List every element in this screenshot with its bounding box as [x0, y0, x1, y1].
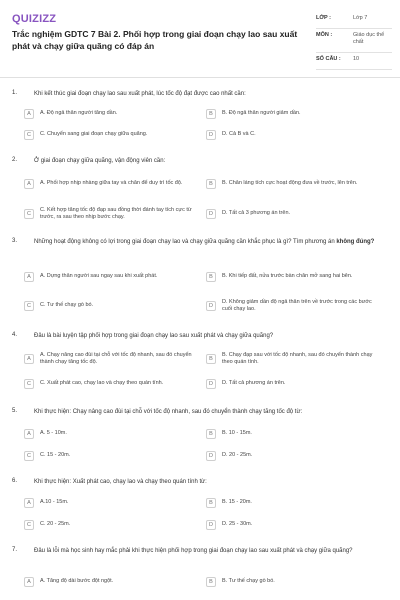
option-text: A.10 - 15m.	[40, 499, 69, 506]
meta-key: SỐ CÂU :	[316, 56, 341, 62]
option-text: B. 10 - 15m.	[222, 430, 252, 437]
option-b[interactable]	[206, 349, 378, 369]
meta-row-count	[316, 53, 392, 70]
option-d[interactable]	[206, 204, 378, 224]
option-letter-box: C	[24, 379, 34, 389]
option-letter-box: D	[206, 301, 216, 311]
option-letter-box: C	[24, 209, 34, 219]
option-d[interactable]	[206, 128, 378, 142]
option-b[interactable]	[206, 427, 378, 441]
option-letter-box: B	[206, 498, 216, 508]
meta-table	[316, 12, 392, 70]
option-text: C. Xuất phát cao, chạy lao và chạy theo quán tính.	[40, 380, 164, 387]
option-c[interactable]	[24, 128, 194, 142]
question-text: Khi thực hiện: Chạy nâng cao đùi tại chỗ với tốc độ nhanh, sau đó chuyển thành chạy tăng tốc độ từ:	[34, 409, 303, 415]
option-text: B. Khi tiếp đất, nửa trước bàn chân mở sang hai bên.	[222, 273, 353, 280]
question-number: 6.	[12, 478, 18, 484]
option-text: A. Tăng độ dài bước đột ngột.	[40, 578, 114, 585]
meta-row-subject	[316, 29, 392, 53]
option-letter-box: A	[24, 354, 34, 364]
option-b[interactable]	[206, 174, 378, 194]
option-text: C. Tư thế chạy gò bó.	[40, 302, 94, 309]
question-text	[34, 238, 384, 247]
option-text: D. Không giảm dần độ ngả thân trên về trước trong các bước cuối chạy lao.	[222, 298, 372, 312]
option-a[interactable]	[24, 107, 194, 121]
option-d[interactable]	[206, 296, 378, 316]
option-c[interactable]	[24, 204, 194, 224]
question-text-main: Những hoạt động không có lợi trong giai đoạn chạy lao và chạy giữa quãng cần khắc phục là gì? Tìm phương án	[34, 239, 335, 245]
option-b[interactable]	[206, 107, 378, 121]
question-text: Đâu là lỗi mà học sinh hay mắc phải khi thực hiện phối hợp trong giai đoạn chạy lao sau xuất phát và chạy giữa quãng?	[34, 548, 353, 554]
option-text: B. 15 - 20m.	[222, 499, 252, 506]
option-text: A. Chạy nâng cao đùi tại chỗ với tốc độ nhanh, sau đó chuyển thành chạy tăng tốc độ.	[40, 351, 192, 365]
option-letter-box: B	[206, 179, 216, 189]
question-text: Đâu là bài luyện tập phối hợp trong giai đoạn chạy lao sau xuất phát và chạy giữa quãng?	[34, 333, 274, 339]
option-letter-box: B	[206, 109, 216, 119]
option-a[interactable]	[24, 575, 194, 589]
option-d[interactable]	[206, 449, 378, 463]
option-text: D. 25 - 30m.	[222, 521, 253, 528]
option-text: C. Chuyển sang giai đoạn chạy giữa quãng.	[40, 131, 148, 138]
option-letter-box: C	[24, 130, 34, 140]
meta-value: Lớp 7	[353, 15, 368, 21]
option-letter-box: D	[206, 209, 216, 219]
option-c[interactable]	[24, 296, 194, 316]
option-c[interactable]	[24, 377, 194, 391]
option-c[interactable]	[24, 518, 194, 532]
option-letter-box: A	[24, 109, 34, 119]
question-text: Khi kết thúc giai đoạn chạy lao sau xuất phát, lúc tốc độ đạt được cao nhất cần:	[34, 91, 246, 97]
option-a[interactable]	[24, 267, 194, 287]
option-a[interactable]	[24, 427, 194, 441]
option-a[interactable]	[24, 174, 194, 194]
option-b[interactable]	[206, 496, 378, 510]
meta-key: MÔN :	[316, 32, 333, 38]
option-text: A. Dựng thân người sau ngay sau khi xuất phát.	[40, 273, 158, 280]
option-d[interactable]	[206, 377, 378, 391]
option-text: C. Kết hợp tăng tốc độ đạp sau đồng thời đánh tay tích cực từ trước, ra sau theo nhịp bước chạy.	[40, 206, 192, 220]
option-text: D. Cả B và C.	[222, 131, 256, 138]
option-text: D. Tất cả phương án trên.	[222, 380, 286, 387]
option-letter-box: D	[206, 520, 216, 530]
question-number: 1.	[12, 90, 18, 96]
question-text-emphasis: không đúng?	[336, 239, 375, 245]
option-text: A. Phối hợp nhịp nhàng giữa tay và chân để duy trì tốc độ.	[40, 180, 183, 187]
option-letter-box: A	[24, 498, 34, 508]
question-text: Khi thực hiện: Xuất phát cao, chạy lao và chạy theo quán tính từ:	[34, 479, 207, 485]
option-d[interactable]	[206, 518, 378, 532]
option-letter-box: B	[206, 577, 216, 587]
option-letter-box: A	[24, 577, 34, 587]
option-letter-box: D	[206, 451, 216, 461]
option-letter-box: C	[24, 520, 34, 530]
option-text: D. 20 - 25m.	[222, 452, 253, 459]
option-text: B. Tư thế chạy gò bó.	[222, 578, 275, 585]
option-letter-box: D	[206, 130, 216, 140]
quizizz-logo: QUIZIZZ	[12, 13, 57, 25]
option-b[interactable]	[206, 267, 378, 287]
option-b[interactable]	[206, 575, 378, 589]
option-text: D. Tất cả 3 phương án trên.	[222, 210, 291, 217]
option-text: C. 20 - 25m.	[40, 521, 71, 528]
meta-value: 10	[353, 56, 360, 62]
option-letter-box: B	[206, 272, 216, 282]
option-text: A. Độ ngả thân người tăng dần.	[40, 110, 118, 117]
option-text: B. Chạy đạp sau với tốc độ nhanh, sau đó chuyển thành chạy theo quán tính.	[222, 351, 373, 365]
question-number: 7.	[12, 547, 18, 553]
option-a[interactable]	[24, 496, 194, 510]
option-c[interactable]	[24, 449, 194, 463]
option-text: B. Độ ngả thân người giảm dần.	[222, 110, 301, 117]
option-a[interactable]	[24, 349, 194, 369]
option-text: B. Chân láng tích cực hoạt động đưa về trước, lên trên.	[222, 180, 358, 187]
option-letter-box: A	[24, 179, 34, 189]
option-letter-box: A	[24, 429, 34, 439]
question-number: 2.	[12, 157, 18, 163]
question-number: 3.	[12, 238, 18, 244]
option-letter-box: C	[24, 451, 34, 461]
option-letter-box: B	[206, 429, 216, 439]
page-title: Trắc nghiệm GDTC 7 Bài 2. Phối hợp trong giai đoạn chạy lao sau xuất phát và chạy giữa quãng có đáp án	[12, 29, 298, 51]
question-number: 4.	[12, 332, 18, 338]
option-letter-box: C	[24, 301, 34, 311]
meta-key: LỚP :	[316, 15, 331, 21]
option-letter-box: B	[206, 354, 216, 364]
header-divider	[0, 77, 400, 78]
meta-row-class	[316, 12, 392, 29]
question-text: Ở giai đoạn chạy giữa quãng, vận động viên cần:	[34, 158, 166, 164]
option-text: A. 5 - 10m.	[40, 430, 67, 437]
question-number: 5.	[12, 408, 18, 414]
option-letter-box: D	[206, 379, 216, 389]
option-text: C. 15 - 20m.	[40, 452, 71, 459]
option-letter-box: A	[24, 272, 34, 282]
meta-value: Giáo dục thể chất	[353, 32, 385, 45]
